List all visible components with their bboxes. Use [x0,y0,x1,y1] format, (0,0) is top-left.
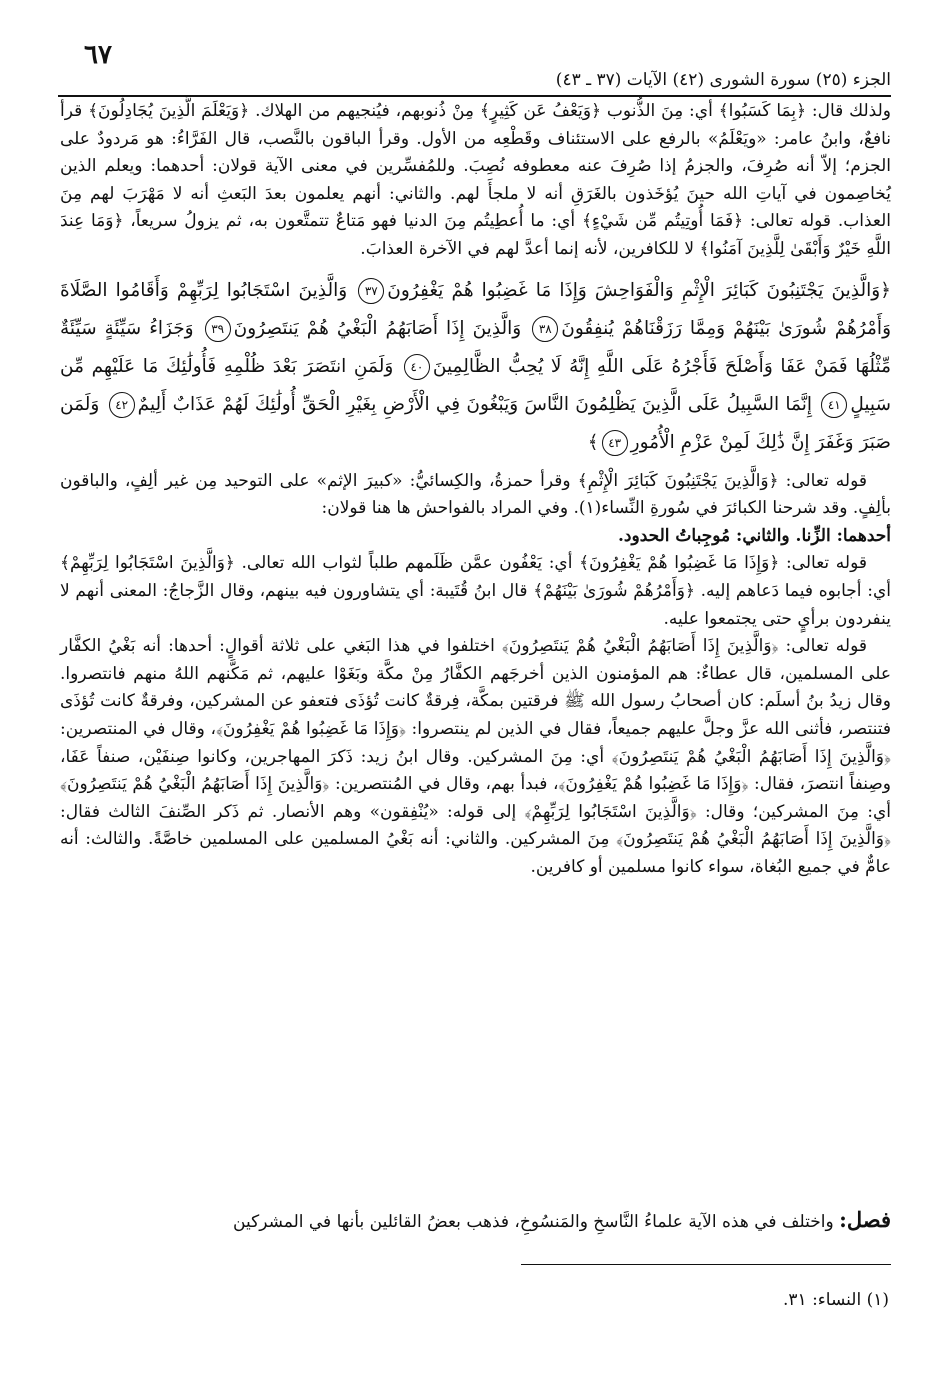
ayah-text: وَلَمَن صَبَرَ وَغَفَرَ إِنَّ ذَٰلِكَ لَمِنْ عَزْمِ الْأُمُورِ [60,393,891,453]
paragraph: قوله تعالى: ﴿وَإِذَا مَا غَضِبُوا هُمْ يَغْفِرُونَ﴾ أي: يَعْفُون عمَّن ظَلَمهم طلباً لثواب الله تعالى. ﴿وَالَّذِينَ اسْتَجَابُوا لِرَبِّهِمْ﴾ أي: أجابوه فيما دَعاهم إليه. ﴿وَأَمْرُهُمْ شُورَىٰ بَيْنَهُمْ﴾ قال ابنُ قُتَيبة: أي يتشاورون فيه بينهم، وقال الزَّجاجُ: المعنى أنهم لا ينفردون برأيٍ حتى يجتمعوا عليه. [60,553,891,629]
ayah-text: وَجَزَاءُ سَيِّئَةٍ سَيِّئَةٌ مِّثْلُهَا فَمَنْ عَفَا وَأَصْلَحَ فَأَجْرُهُ عَلَى اللَّهِ إِنَّهُ لَا يُحِبُّ الظَّالِمِينَ [60,317,891,377]
ayah-number-marker: ٤٠ [404,354,430,380]
ayah-text: وَالَّذِينَ اسْتَجَابُوا لِرَبِّهِمْ وَأَقَامُوا الصَّلَاةَ وَأَمْرُهُمْ شُورَىٰ بَيْنَهُمْ وَمِمَّا رَزَقْنَاهُمْ يُنفِقُونَ [60,279,892,339]
section-fasl [60,1206,891,1236]
ayah-text: إِنَّمَا السَّبِيلُ عَلَى الَّذِينَ يَظْلِمُونَ النَّاسَ وَيَبْغُونَ فِي الْأَرْضِ بِغَيْرِ الْحَقِّ أُولَٰئِكَ لَهُمْ عَذَابٌ أَلِيمٌ [137,393,813,415]
ayah-text: وَلَمَنِ انتَصَرَ بَعْدَ ظُلْمِهِ فَأُولَٰئِكَ مَا عَلَيْهِم مِّن سَبِيلٍ [60,355,891,415]
fasl-label: فصل: [839,1207,891,1232]
header-divider [58,95,891,97]
ayah-number-marker: ٤١ [821,392,847,418]
footnote: (١) النساء: ٣١. [783,1290,889,1310]
ayah-number-marker: ٣٩ [205,316,231,342]
paragraph: ولذلك قال: ﴿بِمَا كَسَبُوا﴾ أي: مِنَ الذُّنوب ﴿وَيَعْفُ عَن كَثِيرٍ﴾ مِنْ ذُنوبهم، فيُنجيهم من الهلاك. ﴿وَيَعْلَمَ الَّذِينَ يُجَادِلُونَ﴾ قرأ نافعٌ، وابنُ عامر: «ويَعْلَمُ» بالرفع على الاستئناف وقَطْعِه من الأول. وقرأ الباقون بالنَّصب، قال الفَرَّاءُ: هو مَردودٌ على الجزم؛ إلاّ أنه صُرِفَ، والجزمُ إذا صُرِفَ عنه معطوفه نُصِبَ. وللمُفسِّرين في معنى الآية قولان: أحدهما: ويعلم الذين يُخاصِمون في آياتِ الله حينَ يُؤخَذون بالغَرَقِ أنه لا ملجأَ لهم. والثاني: أنهم يعلمون بعدَ البَعثِ أنه لا مَهْرَبَ لهم مِنَ العذاب. قوله تعالى: ﴿فَمَا أُوتِيتُم مِّن شَيْءٍ﴾ أي: ما أُعطِيتُم مِنَ الدنيا فهو مَتاعٌ تتمتَّعون به، ثم يزولُ سريعاً، ﴿وَمَا عِندَ اللَّهِ خَيْرٌ وَأَبْقَىٰ لِلَّذِينَ آمَنُوا﴾ لا للكافرين، لأنه إنما أعدَّ لهم في الآخرة العذابَ. [60,101,891,259]
main-text [60,98,891,881]
ayah-number-marker: ٣٨ [532,316,558,342]
quran-passage [60,272,891,462]
running-head: الجزء (٢٥) سورة الشورى (٤٢) الآيات (٣٧ ـ ٤٣) [555,70,891,90]
fasl-text: واختلف في هذه الآية علماءُ النَّاسخِ والمَنسُوخِ، فذهب بعضُ القائلين بأنها في المشركين [233,1212,840,1232]
quran-close-bracket: ﴾ [587,431,599,453]
ayah-text: ﴿وَالَّذِينَ يَجْتَنِبُونَ كَبَائِرَ الْإِثْمِ وَالْفَوَاحِشَ وَإِذَا مَا غَضِبُوا هُمْ يَغْفِرُونَ [387,279,891,301]
ayah-number-marker: ٤٢ [109,392,135,418]
footnote-divider [521,1264,891,1265]
page-number: ٦٧ [84,40,112,70]
ayah-number-marker: ٤٣ [602,430,628,456]
paragraph: قوله تعالى: ﴿وَالَّذِينَ إِذَا أَصَابَهُمُ الْبَغْيُ هُمْ يَنتَصِرُونَ﴾ اختلفوا في هذا البَغي على ثلاثة أقوالٍ: أحدها: أنه بَغْيُ الكفَّار على المسلمين، قال عطاءٌ: هم المؤمنون الذين أخرجَهم الكفَّارُ مِنْ مكَّة وبَغَوْا عليهم، ثم مَكَّنهم اللهُ منهم فانتصروا. وقال زيدُ بنُ أسلَم: كان أصحابُ رسول الله ﷺ فرقتين بمكَّة، فِرقةٌ كانت تُؤذَى فتعفو عن المشركين، وفرقةٌ كانت تُؤذَى فتنتصر، فأثنى الله عزَّ وجلَّ عليهم جميعاً، فقال في الذين لم ينتصروا: ﴿وَإِذَا مَا غَضِبُوا هُمْ يَغْفِرُونَ﴾، وقال في المنتصرين: ﴿وَالَّذِينَ إِذَا أَصَابَهُمُ الْبَغْيُ هُمْ يَنتَصِرُونَ﴾ أي: مِنَ المشركين. وقال ابنُ زيد: ذَكرَ المهاجرين، وكانوا صِنفَيْن، صنفاً عَفَا، وصِنفاً انتصرَ، فقال: ﴿وَإِذَا مَا غَضِبُوا هُمْ يَغْفِرُونَ﴾، فبدأ بهم، وقال في المُنتصرين: ﴿وَالَّذِينَ إِذَا أَصَابَهُمُ الْبَغْيُ هُمْ يَنتَصِرُونَ﴾ أي: مِنَ المشركين؛ وقال: ﴿وَالَّذِينَ اسْتَجَابُوا لِرَبِّهِمْ﴾ إلى قوله: «يُنْفِقون» وهم الأنصار. ثم ذَكر الصِّنفَ الثالث فقال: ﴿وَالَّذِينَ إِذَا أَصَابَهُمُ الْبَغْيُ هُمْ يَنتَصِرُونَ﴾ مِنَ المشركين. والثاني: أنه بَغْيُ المسلمين على المسلمين خاصَّةً. والثالث: أنه عامٌّ في جميع البُغاة، سواء كانوا مسلمين أو كافرين. [60,636,891,877]
ayah-text: وَالَّذِينَ إِذَا أَصَابَهُمُ الْبَغْيُ هُمْ يَنتَصِرُونَ [233,317,522,339]
ayah-number-marker: ٣٧ [358,278,384,304]
paragraph: قوله تعالى: ﴿وَالَّذِينَ يَجْتَنِبُونَ كَبَائِرَ الْإِثْمِ﴾ وقرأ حمزةُ، والكِسائيُّ: «كبيرَ الإثم» على التوحيد مِن غير ألِفٍ، والباقون بألِفٍ. وقد شرحنا الكبائرَ في سُورةِ النِّساء(١). وفي المراد بالفواحش ها هنا قولان: [60,470,891,519]
paragraph: أحدهما: الزِّنا. والثاني: مُوجِباتُ الحدود. [618,525,891,546]
